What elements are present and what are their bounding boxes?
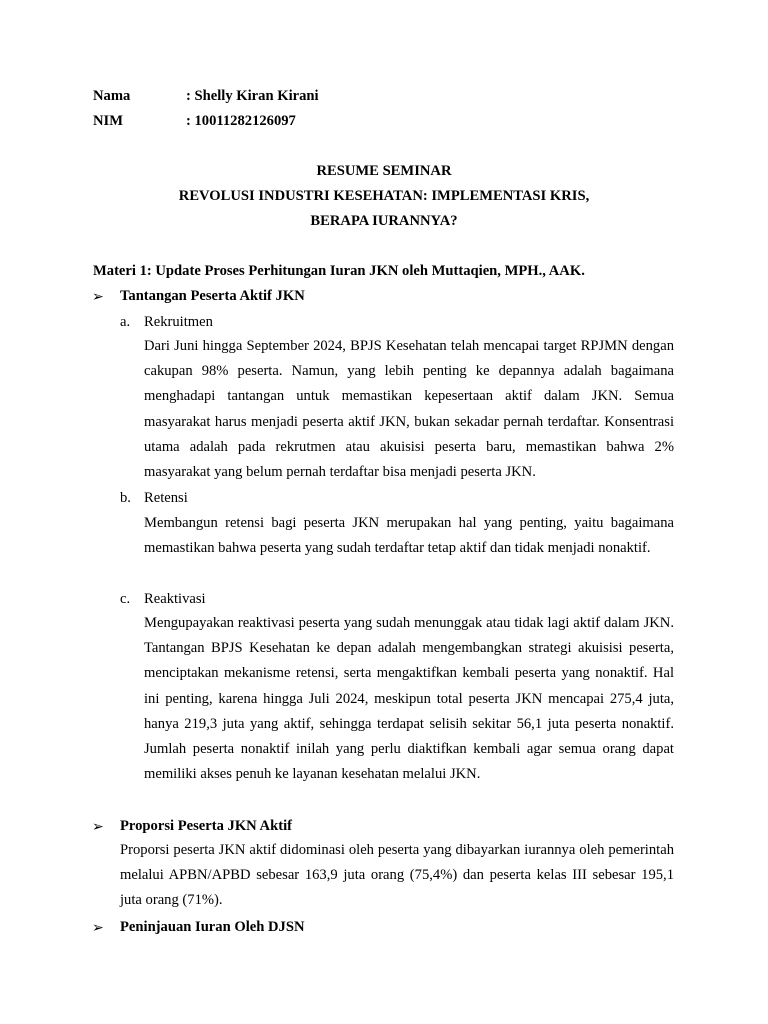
item-title-rekruitmen: Rekruitmen	[144, 314, 213, 330]
item-letter-c: c.	[120, 591, 131, 607]
materi-heading: Materi 1: Update Proses Perhitungan Iuran JKN oleh Muttaqien, MPH., AAK.	[93, 263, 585, 279]
item-letter-b: b.	[120, 490, 131, 506]
arrow-bullet-icon: ➢	[92, 289, 104, 305]
item-title-retensi: Retensi	[144, 490, 188, 506]
title-line-1: RESUME SEMINAR	[316, 163, 452, 179]
title-line-2: REVOLUSI INDUSTRI KESEHATAN: IMPLEMENTASI KRIS,	[178, 188, 590, 204]
paragraph-reaktivasi: Mengupayakan reaktivasi peserta yang sudah menunggak atau tidak lagi aktif dalam JKN. Tantangan BPJS Kesehatan ke depan adalah mengembangkan strategi akuisisi peserta, menciptakan mekanisme retensi, serta mengaktifkan kembali peserta yang nonaktif. Hal ini penting, karena hingga Juli 2024, meskipun total peserta JKN mencapai 275,4 juta, hanya 219,3 juta yang aktif, sehingga terdapat selisih sekitar 56,1 juta peserta nonaktif. Jumlah peserta nonaktif inilah yang perlu diaktifkan kembali agar semua orang dapat memiliki akses penuh ke layanan kesehatan melalui JKN.	[144, 615, 674, 783]
paragraph-proporsi: Proporsi peserta JKN aktif didominasi oleh peserta yang dibayarkan iurannya oleh pemerintah melalui APBN/APBD sebesar 163,9 juta orang (75,4%) dan peserta kelas III sebesar 195,1 juta orang (71%).	[120, 842, 674, 909]
item-title-reaktivasi: Reaktivasi	[144, 591, 206, 607]
bullet-heading-tantangan: Tantangan Peserta Aktif JKN	[120, 288, 305, 304]
arrow-bullet-icon: ➢	[92, 920, 104, 936]
item-letter-a: a.	[120, 314, 131, 330]
paragraph-rekruitmen: Dari Juni hingga September 2024, BPJS Kesehatan telah mencapai target RPJMN dengan cakupan 98% peserta. Namun, yang lebih penting ke depannya adalah bagaimana menghadapi tantangan untuk memastikan kepesertaan aktif dalam JKN. Semua masyarakat harus menjadi peserta aktif JKN, bukan sekadar pernah terdaftar. Konsentrasi utama adalah pada rekrutmen atau akuisisi peserta baru, memastikan bahwa 2% masyarakat yang belum pernah terdaftar bisa menjadi peserta JKN.	[144, 338, 674, 481]
bullet-heading-peninjauan: Peninjauan Iuran Oleh DJSN	[120, 919, 305, 935]
nim-value: : 10011282126097	[186, 113, 296, 129]
paragraph-retensi: Membangun retensi bagi peserta JKN merupakan hal yang penting, yaitu bagaimana memastikan bahwa peserta yang sudah terdaftar tetap aktif dan tidak menjadi nonaktif.	[144, 515, 674, 557]
nama-label: Nama	[93, 88, 131, 104]
arrow-bullet-icon: ➢	[92, 819, 104, 835]
title-line-3: BERAPA IURANNYA?	[310, 213, 458, 229]
bullet-heading-proporsi: Proporsi Peserta JKN Aktif	[120, 818, 292, 834]
nim-label: NIM	[93, 113, 123, 129]
nama-value: : Shelly Kiran Kirani	[186, 88, 319, 104]
